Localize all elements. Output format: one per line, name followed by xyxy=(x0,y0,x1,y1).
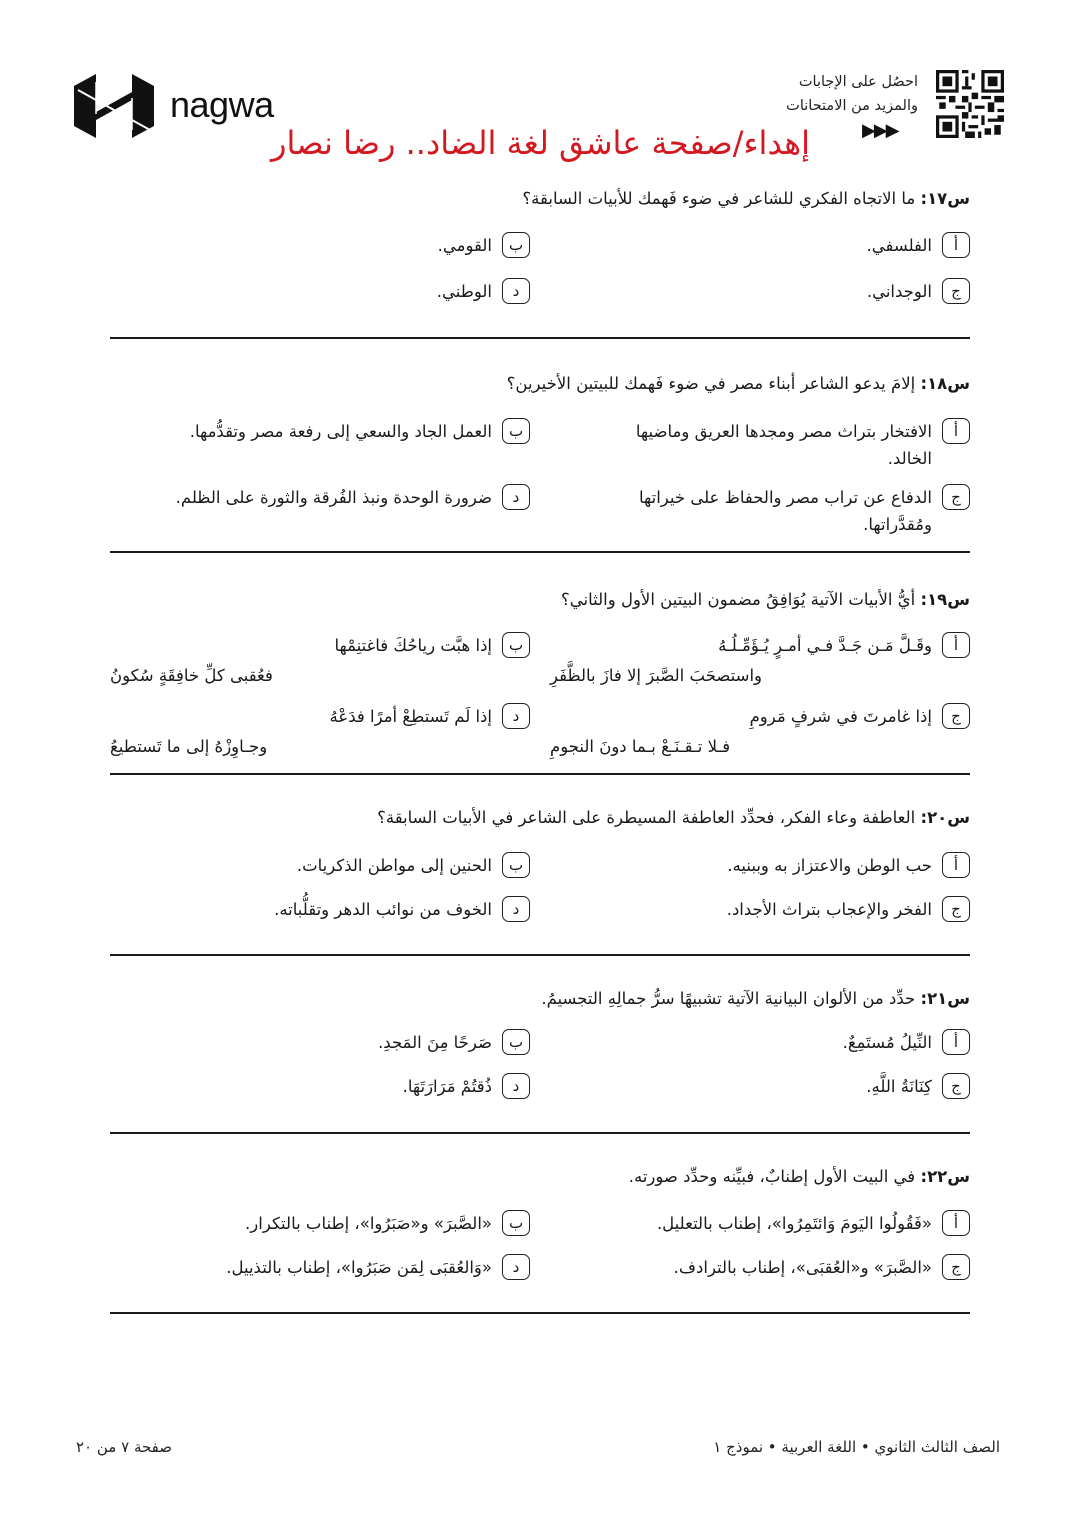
option-label: ب xyxy=(502,632,530,658)
verse-second-hemistich: وجـاوِزْهُ إلى ما تَستطيعُ xyxy=(110,737,268,756)
option-label: د xyxy=(502,278,530,304)
option-label: د xyxy=(502,484,530,510)
question-title xyxy=(110,805,970,831)
option-d[interactable] xyxy=(110,703,530,761)
question-17 xyxy=(110,186,970,316)
option-a[interactable] xyxy=(570,852,970,879)
option-text: صَرحًا مِنَ المَجدِ. xyxy=(378,1033,492,1052)
option-text: الافتخار بتراث مصر ومجدها العريق وماضيها الخالد. xyxy=(635,422,932,468)
option-text: الفلسفي. xyxy=(866,236,932,255)
option-text: «الصَّبرَ» و«العُقبَى»، إطناب بالترادف. xyxy=(673,1258,932,1277)
option-c[interactable] xyxy=(570,896,970,923)
option-a[interactable] xyxy=(570,232,970,259)
option-label: د xyxy=(502,703,530,729)
question-20 xyxy=(110,805,970,935)
option-text: «الصَّبرَ» و«صَبَرُوا»، إطناب بالتكرار. xyxy=(245,1214,492,1233)
option-c[interactable] xyxy=(570,278,970,305)
option-text: القومي. xyxy=(437,236,492,255)
option-a[interactable] xyxy=(570,1210,970,1237)
option-label: ج xyxy=(942,896,970,922)
option-b[interactable] xyxy=(110,632,530,690)
question-title xyxy=(110,986,970,1012)
option-b[interactable] xyxy=(110,418,530,445)
option-b[interactable] xyxy=(110,232,530,259)
question-text: في البيت الأول إطنابٌ، فبيِّنه وحدِّد صورته. xyxy=(628,1167,921,1186)
verse-second-hemistich: واستصحَبَ الصَّبرَ إلا فازَ بالظَّفَرِ xyxy=(550,666,763,685)
arrows-icon: ▶▶▶ xyxy=(862,120,898,141)
option-text: الوطني. xyxy=(436,282,492,301)
option-b[interactable] xyxy=(110,1210,530,1237)
option-c[interactable] xyxy=(570,1254,970,1281)
option-b[interactable] xyxy=(110,852,530,879)
option-label: أ xyxy=(942,232,970,258)
question-18 xyxy=(110,371,970,541)
question-divider xyxy=(110,551,970,553)
option-text: النِّيلُ مُستَمِعٌ. xyxy=(842,1033,932,1052)
option-label: د xyxy=(502,896,530,922)
option-text: العمل الجاد والسعي إلى رفعة مصر وتقدُّمها. xyxy=(189,422,492,441)
question-text: إلامَ يدعو الشاعر أبناء مصر في ضوء فَهمك للبيتين الأخيرين؟ xyxy=(506,374,921,393)
option-a[interactable] xyxy=(620,418,970,472)
option-c[interactable] xyxy=(550,703,970,761)
footer-page-number: صفحة ٧ من ٢٠ xyxy=(76,1438,173,1456)
option-c[interactable] xyxy=(570,1073,970,1100)
footer-course-info: الصف الثالث الثانوي • اللغة العربية • نموذج ١ xyxy=(713,1438,1000,1456)
option-d[interactable] xyxy=(110,278,530,305)
question-text: حدِّد من الألوان البيانية الآتية تشبيهًا سرُّ جمالِهِ التجسيمُ. xyxy=(541,989,921,1008)
option-label: أ xyxy=(942,1029,970,1055)
option-text: كِنَانَةُ اللَّهِ. xyxy=(866,1077,932,1096)
option-d[interactable] xyxy=(110,1073,530,1100)
option-label: ج xyxy=(942,484,970,510)
verse xyxy=(110,703,492,761)
option-text: الدفاع عن تراب مصر والحفاظ على خيراتها ومُقدَّراتها. xyxy=(639,488,932,534)
question-title xyxy=(110,1164,970,1190)
question-text: العاطفة وعاء الفكر، فحدِّد العاطفة المسيطرة على الشاعر في الأبيات السابقة؟ xyxy=(377,808,921,827)
qr-caption xyxy=(786,70,918,118)
option-d[interactable] xyxy=(110,484,530,511)
option-label: ب xyxy=(502,1029,530,1055)
question-divider xyxy=(110,954,970,956)
question-number: س١٨: xyxy=(920,374,970,393)
option-text: «فَقُولُوا اليَومَ وَائتَمِرُوا»، إطناب بالتعليل. xyxy=(656,1214,932,1233)
option-label: د xyxy=(502,1254,530,1280)
option-label: ب xyxy=(502,232,530,258)
option-label: أ xyxy=(942,418,970,444)
brand-name: nagwa xyxy=(170,84,274,125)
question-21 xyxy=(110,986,970,1116)
verse-first-hemistich: وقَـلَّ مَـن جَـدَّ فـي أمـرٍ يُـؤَمِّـلُـهُ xyxy=(718,636,932,655)
verse xyxy=(550,703,932,761)
question-number: س٢١: xyxy=(920,989,970,1008)
option-d[interactable] xyxy=(110,896,530,923)
option-label: أ xyxy=(942,1210,970,1236)
option-text: الحنين إلى مواطن الذكريات. xyxy=(296,856,492,875)
option-label: ب xyxy=(502,418,530,444)
option-label: ب xyxy=(502,1210,530,1236)
option-b[interactable] xyxy=(110,1029,530,1056)
option-text: الخوف من نوائب الدهر وتقلُّباته. xyxy=(274,900,492,919)
question-number: س٢٠: xyxy=(920,808,970,827)
question-title xyxy=(110,587,970,613)
qr-caption-line1: احصُل على الإجابات xyxy=(798,74,918,90)
option-label: ج xyxy=(942,1073,970,1099)
qr-code-icon[interactable] xyxy=(936,70,1004,138)
option-text: الفخر والإعجاب بتراث الأجداد. xyxy=(726,900,932,919)
question-divider xyxy=(110,337,970,339)
verse-first-hemistich: إذا لَم تَستطِعْ أمرًا فدَعْهُ xyxy=(329,707,492,726)
dedication-text: إهداء/صفحة عاشق لغة الضاد.. رضا نصار xyxy=(271,124,810,162)
option-text: «وَالعُقبَى لِمَن صَبَرُوا»، إطناب بالتذييل. xyxy=(226,1258,492,1277)
qr-caption-line2: والمزيد من الامتحانات xyxy=(786,98,918,114)
question-19 xyxy=(110,587,970,767)
question-number: س١٩: xyxy=(920,590,970,609)
verse-second-hemistich: فعُقبى كلِّ خافِقَةٍ سُكونُ xyxy=(110,666,273,685)
option-text: ذُقتُمْ مَرَارَتَهَا. xyxy=(402,1077,492,1096)
question-text: أيُّ الأبيات الآتية يُوَافِقُ مضمون البيتين الأول والثاني؟ xyxy=(561,590,921,609)
question-number: س١٧: xyxy=(920,189,970,208)
option-label: د xyxy=(502,1073,530,1099)
option-label: ب xyxy=(502,852,530,878)
nagwa-logo-icon xyxy=(74,72,154,140)
question-divider xyxy=(110,1312,970,1314)
verse-first-hemistich: إذا غامرتَ في شرفٍ مَرومِ xyxy=(749,707,932,726)
question-divider xyxy=(110,773,970,775)
option-a[interactable] xyxy=(570,1029,970,1056)
verse xyxy=(550,632,932,690)
option-text: ضرورة الوحدة ونبذ الفُرقة والثورة على الظلم. xyxy=(175,488,492,507)
question-title xyxy=(110,371,970,397)
option-d[interactable] xyxy=(110,1254,530,1281)
question-text: ما الاتجاه الفكري للشاعر في ضوء فَهمك للأبيات السابقة؟ xyxy=(522,189,921,208)
option-label: ج xyxy=(942,1254,970,1280)
option-c[interactable] xyxy=(620,484,970,538)
verse xyxy=(110,632,492,690)
verse-first-hemistich: إذا هبَّت رياحُكَ فاغتنِمْها xyxy=(334,636,492,655)
option-text: حب الوطن والاعتزاز به وببنيه. xyxy=(727,856,932,875)
question-divider xyxy=(110,1132,970,1134)
option-label: ج xyxy=(942,703,970,729)
question-number: س٢٢: xyxy=(920,1167,970,1186)
option-text: الوجداني. xyxy=(866,282,932,301)
option-label: ج xyxy=(942,278,970,304)
option-a[interactable] xyxy=(550,632,970,690)
option-label: أ xyxy=(942,852,970,878)
option-label: أ xyxy=(942,632,970,658)
verse-second-hemistich: فـلا تـقـنَـعْ بـما دونَ النجومِ xyxy=(550,737,731,756)
question-title xyxy=(110,186,970,212)
question-22 xyxy=(110,1164,970,1294)
